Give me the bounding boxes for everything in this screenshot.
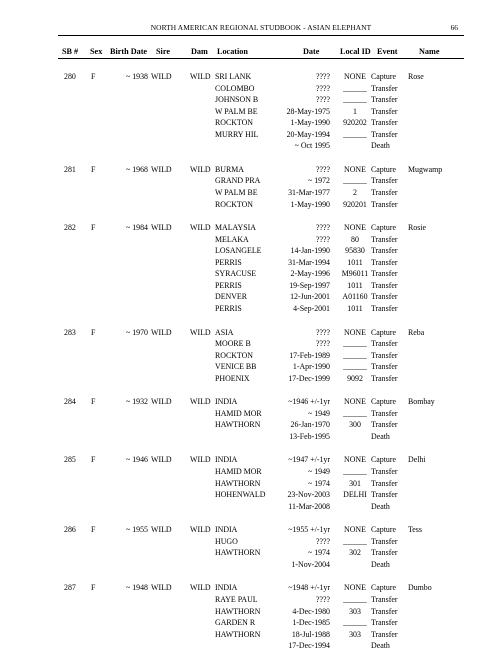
date-cell: 23-Nov-2003 (287, 490, 330, 500)
local-id-cell: ______ (343, 408, 367, 418)
location-cell: ASIA (215, 327, 234, 337)
location-cell: SRI LANK (215, 72, 252, 81)
table-row (0, 94, 495, 105)
birth-date-cell: ~ 1938 (125, 72, 148, 81)
table-row (0, 489, 495, 500)
table-row (0, 268, 495, 279)
event-cell: Transfer (371, 199, 398, 209)
location-cell: W PALM BE (215, 106, 258, 116)
table-row (0, 106, 495, 117)
local-id-cell: NONE (344, 525, 366, 535)
event-cell: Death (371, 501, 390, 511)
sb-cell: 287 (64, 583, 76, 593)
event-cell: Death (371, 141, 390, 151)
column-header-dam: Dam (191, 47, 208, 56)
sire-cell: WILD (151, 525, 172, 535)
birth-date-cell: ~ 1955 (125, 525, 148, 535)
table-row (0, 466, 495, 477)
event-cell: Transfer (371, 118, 398, 128)
table-row (0, 187, 495, 198)
table-row (0, 117, 495, 128)
sex-cell: F (91, 455, 96, 465)
event-cell: Death (371, 559, 390, 569)
birth-date-cell: ~ 1984 (125, 223, 148, 233)
local-id-cell: ______ (343, 176, 367, 186)
date-cell: ???? (315, 95, 330, 105)
name-cell: Mugwamp (408, 164, 443, 174)
table-row (0, 327, 495, 338)
event-cell: Capture (371, 164, 396, 174)
local-id-cell: ______ (343, 350, 367, 360)
sb-cell: 280 (64, 72, 76, 81)
table-row (0, 396, 495, 407)
location-cell: INDIA (215, 455, 238, 465)
table-row (0, 245, 495, 256)
local-id-cell: ______ (343, 467, 367, 476)
table-row (0, 582, 495, 593)
local-id-cell: DELHI (343, 490, 367, 500)
table-row (0, 83, 495, 94)
local-id-cell: 1011 (347, 303, 363, 313)
event-cell: Transfer (371, 467, 398, 476)
local-id-cell: ______ (343, 536, 367, 546)
local-id-cell: 95830 (345, 246, 365, 256)
dam-cell: WILD (190, 583, 211, 593)
local-id-cell: ______ (343, 618, 367, 627)
local-id-cell: 303 (349, 629, 361, 639)
location-cell: DENVER (215, 292, 247, 302)
table-row (0, 361, 495, 372)
event-cell: Transfer (371, 478, 398, 488)
table-row (0, 175, 495, 186)
sb-cell: 282 (64, 223, 76, 233)
location-cell: MURRY HIL (215, 129, 259, 139)
table-row (0, 547, 495, 558)
location-cell: GARDEN R (215, 618, 256, 627)
date-cell: 17-Dec-1999 (288, 373, 330, 383)
name-cell: Rosie (408, 223, 426, 233)
event-cell: Transfer (371, 106, 398, 116)
table-row (0, 338, 495, 349)
local-id-cell: NONE (344, 72, 366, 81)
local-id-cell: ______ (343, 339, 367, 348)
event-cell: Transfer (371, 618, 398, 627)
location-cell: PERRIS (215, 303, 242, 313)
local-id-cell: 9092 (347, 373, 363, 383)
event-cell: Transfer (371, 548, 398, 558)
location-cell: MOORE B (215, 339, 251, 348)
date-cell: 1-May-1990 (290, 118, 330, 128)
event-cell: Transfer (371, 95, 398, 105)
name-cell: Rose (408, 72, 424, 81)
location-cell: INDIA (215, 525, 238, 535)
table-row (0, 71, 495, 82)
column-header-row (58, 44, 464, 59)
table-row (0, 222, 495, 233)
event-cell: Transfer (371, 362, 398, 372)
sex-cell: F (91, 397, 96, 407)
date-cell: ~ 1972 (307, 176, 330, 186)
sire-cell: WILD (151, 164, 172, 174)
local-id-cell: 301 (349, 478, 361, 488)
event-cell: Capture (371, 327, 396, 337)
date-cell: ~ 1949 (307, 467, 330, 476)
location-cell: SYRACUSE (215, 269, 257, 279)
sb-cell: 281 (64, 164, 76, 174)
column-header-date: Date (303, 47, 320, 56)
date-cell: ~1947 +/-1yr (288, 455, 330, 465)
dam-cell: WILD (190, 455, 211, 465)
event-cell: Transfer (371, 280, 398, 290)
date-cell: 1-Dec-1985 (292, 618, 330, 627)
event-cell: Transfer (371, 269, 398, 279)
event-cell: Capture (371, 72, 396, 81)
local-id-cell: ______ (343, 83, 367, 93)
local-id-cell: 1011 (347, 257, 363, 267)
column-header-sex: Sex (90, 47, 103, 56)
event-cell: Transfer (371, 594, 398, 604)
birth-date-cell: ~ 1968 (125, 164, 148, 174)
table-row (0, 303, 495, 314)
event-cell: Death (371, 431, 390, 441)
location-cell: GRAND PRA (215, 176, 261, 186)
date-cell: 13-Feb-1995 (289, 431, 330, 441)
date-cell: 4-Dec-1980 (292, 606, 330, 616)
date-cell: ~ 1974 (307, 548, 330, 558)
location-cell: MELAKA (215, 234, 249, 244)
local-id-cell: ______ (343, 362, 367, 372)
table-row (0, 454, 495, 465)
local-id-cell: NONE (344, 223, 366, 233)
date-cell: 17-Dec-1994 (288, 641, 330, 651)
date-cell: 1-Nov-2004 (291, 559, 330, 569)
table-row (0, 129, 495, 140)
local-id-cell: NONE (344, 397, 366, 407)
location-cell: VENICE BB (215, 362, 257, 372)
event-cell: Transfer (371, 490, 398, 500)
local-id-cell: NONE (344, 583, 366, 593)
name-cell: Dumbo (408, 583, 432, 593)
column-header-name: Name (419, 47, 440, 56)
location-cell: BURMA (215, 164, 244, 174)
location-cell: COLOMBO (215, 83, 255, 93)
event-cell: Transfer (371, 292, 398, 302)
table-row (0, 408, 495, 419)
event-cell: Transfer (371, 339, 398, 348)
dam-cell: WILD (190, 327, 211, 337)
table-row (0, 594, 495, 605)
sire-cell: WILD (151, 455, 172, 465)
table-row (0, 640, 495, 651)
sb-cell: 283 (64, 327, 76, 337)
date-cell: 19-Sep-1997 (289, 280, 330, 290)
table-row (0, 350, 495, 361)
local-id-cell: 302 (349, 548, 361, 558)
location-cell: HUGO (215, 536, 238, 546)
location-cell: HAWTHORN (215, 478, 261, 488)
name-cell: Tess (408, 525, 422, 535)
sex-cell: F (91, 223, 96, 233)
date-cell: ???? (315, 72, 330, 81)
local-id-cell: ______ (343, 129, 367, 139)
date-cell: 28-May-1975 (286, 106, 330, 116)
event-cell: Capture (371, 397, 396, 407)
local-id-cell: ______ (343, 95, 367, 105)
date-cell: ~1955 +/-1yr (288, 525, 330, 535)
sire-cell: WILD (151, 72, 172, 81)
location-cell: ROCKTON (215, 199, 253, 209)
date-cell: 11-Mar-2008 (288, 501, 330, 511)
table-row (0, 419, 495, 430)
date-cell: ???? (315, 339, 330, 348)
event-cell: Capture (371, 223, 396, 233)
event-cell: Capture (371, 455, 396, 465)
date-cell: 2-May-1996 (290, 269, 330, 279)
sex-cell: F (91, 72, 96, 81)
birth-date-cell: ~ 1932 (125, 397, 148, 407)
date-cell: ???? (315, 594, 330, 604)
local-id-cell: A01160 (342, 292, 368, 302)
table-row (0, 234, 495, 245)
date-cell: 14-Jan-1990 (290, 246, 330, 256)
dam-cell: WILD (190, 397, 211, 407)
column-header-sb: SB # (62, 47, 79, 56)
date-cell: ~1948 +/-1yr (288, 583, 330, 593)
event-cell: Capture (371, 583, 396, 593)
local-id-cell: 1 (353, 106, 357, 116)
birth-date-cell: ~ 1970 (125, 327, 148, 337)
date-cell: ~1946 +/-1yr (288, 397, 330, 407)
sire-cell: WILD (151, 223, 172, 233)
dam-cell: WILD (190, 164, 211, 174)
location-cell: RAYE PAUL (215, 594, 258, 604)
location-cell: MALAYSIA (215, 223, 256, 233)
sb-cell: 285 (64, 455, 76, 465)
local-id-cell: 300 (349, 420, 361, 430)
location-cell: HAMID MOR (215, 408, 262, 418)
table-row (0, 524, 495, 535)
event-cell: Transfer (371, 373, 398, 383)
column-header-birth-date: Birth Date (110, 47, 148, 56)
sire-cell: WILD (151, 397, 172, 407)
event-cell: Transfer (371, 246, 398, 256)
location-cell: PHOENIX (215, 373, 250, 383)
event-cell: Transfer (371, 606, 398, 616)
location-cell: HAMID MOR (215, 467, 262, 476)
location-cell: LOSANGELE (215, 246, 262, 256)
table-row (0, 501, 495, 512)
table-row (0, 140, 495, 151)
local-id-cell: 920201 (343, 199, 367, 209)
local-id-cell: 920202 (343, 118, 367, 128)
table-row (0, 280, 495, 291)
local-id-cell: M96011 (341, 269, 369, 279)
date-cell: ???? (315, 164, 330, 174)
date-cell: ???? (315, 327, 330, 337)
date-cell: 31-Mar-1977 (288, 188, 330, 197)
dam-cell: WILD (190, 223, 211, 233)
date-cell: ???? (315, 223, 330, 233)
page-number: 66 (450, 23, 458, 32)
date-cell: 26-Jan-1970 (290, 420, 330, 430)
column-header-sire: Sire (156, 47, 170, 56)
date-cell: 18-Jul-1988 (291, 629, 330, 639)
local-id-cell: 2 (353, 188, 357, 197)
date-cell: 31-Mar-1994 (288, 257, 330, 267)
name-cell: Reba (408, 327, 425, 337)
table-row (0, 536, 495, 547)
event-cell: Transfer (371, 420, 398, 430)
location-cell: HAWTHORN (215, 548, 261, 558)
location-cell: INDIA (215, 583, 238, 593)
date-cell: 12-Jun-2001 (290, 292, 330, 302)
local-id-cell: 303 (349, 606, 361, 616)
dam-cell: WILD (190, 72, 211, 81)
date-cell: 4-Sep-2001 (293, 303, 330, 313)
date-cell: 20-May-1994 (286, 129, 330, 139)
sex-cell: F (91, 327, 96, 337)
table-row (0, 559, 495, 570)
location-cell: HAWTHORN (215, 606, 261, 616)
event-cell: Transfer (371, 188, 398, 197)
location-cell: ROCKTON (215, 350, 253, 360)
table-row (0, 606, 495, 617)
event-cell: Transfer (371, 536, 398, 546)
table-row (0, 617, 495, 628)
location-cell: PERRIS (215, 280, 242, 290)
event-cell: Transfer (371, 350, 398, 360)
column-header-local-id: Local ID (340, 47, 371, 56)
event-cell: Transfer (371, 257, 398, 267)
date-cell: ~ 1949 (307, 408, 330, 418)
table-row (0, 373, 495, 384)
date-cell: ???? (315, 536, 330, 546)
local-id-cell: ______ (343, 594, 367, 604)
column-header-event: Event (377, 47, 398, 56)
table-row (0, 478, 495, 489)
event-cell: Transfer (371, 83, 398, 93)
table-row (0, 164, 495, 175)
event-cell: Transfer (371, 303, 398, 313)
location-cell: W PALM BE (215, 188, 258, 197)
event-cell: Capture (371, 525, 396, 535)
birth-date-cell: ~ 1946 (125, 455, 148, 465)
local-id-cell: 80 (351, 234, 359, 244)
location-cell: INDIA (215, 397, 238, 407)
table-row (0, 257, 495, 268)
page-title: NORTH AMERICAN REGIONAL STUDBOOK - ASIAN ELEPHANT (150, 23, 372, 32)
date-cell: ???? (315, 83, 330, 93)
event-cell: Transfer (371, 129, 398, 139)
column-header-location: Location (217, 47, 248, 56)
local-id-cell: NONE (344, 164, 366, 174)
name-cell: Delhi (408, 455, 426, 465)
dam-cell: WILD (190, 525, 211, 535)
sex-cell: F (91, 583, 96, 593)
date-cell: 1-Apr-1990 (292, 362, 330, 372)
name-cell: Bombay (408, 397, 435, 407)
sex-cell: F (91, 525, 96, 535)
table-row (0, 629, 495, 640)
table-row (0, 291, 495, 302)
table-row (0, 431, 495, 442)
event-cell: Death (371, 641, 390, 651)
location-cell: JOHNSON B (215, 95, 259, 105)
location-cell: PERRIS (215, 257, 242, 267)
location-cell: ROCKTON (215, 118, 253, 128)
date-cell: 17-Feb-1989 (289, 350, 330, 360)
location-cell: HOHENWALD (215, 490, 266, 500)
local-id-cell: 1011 (347, 280, 363, 290)
birth-date-cell: ~ 1948 (125, 583, 148, 593)
date-cell: 1-May-1990 (290, 199, 330, 209)
sire-cell: WILD (151, 327, 172, 337)
table-row (0, 199, 495, 210)
date-cell: ~ 1974 (307, 478, 330, 488)
event-cell: Transfer (371, 629, 398, 639)
sb-cell: 284 (64, 397, 76, 407)
local-id-cell: NONE (344, 455, 366, 465)
event-cell: Transfer (371, 176, 398, 186)
location-cell: HAWTHORN (215, 629, 261, 639)
event-cell: Transfer (371, 234, 398, 244)
event-cell: Transfer (371, 408, 398, 418)
date-cell: ???? (315, 234, 330, 244)
sex-cell: F (91, 164, 96, 174)
local-id-cell: NONE (344, 327, 366, 337)
location-cell: HAWTHORN (215, 420, 261, 430)
sire-cell: WILD (151, 583, 172, 593)
sb-cell: 286 (64, 525, 76, 535)
date-cell: ~ Oct 1995 (294, 141, 330, 151)
page-header (58, 23, 464, 36)
